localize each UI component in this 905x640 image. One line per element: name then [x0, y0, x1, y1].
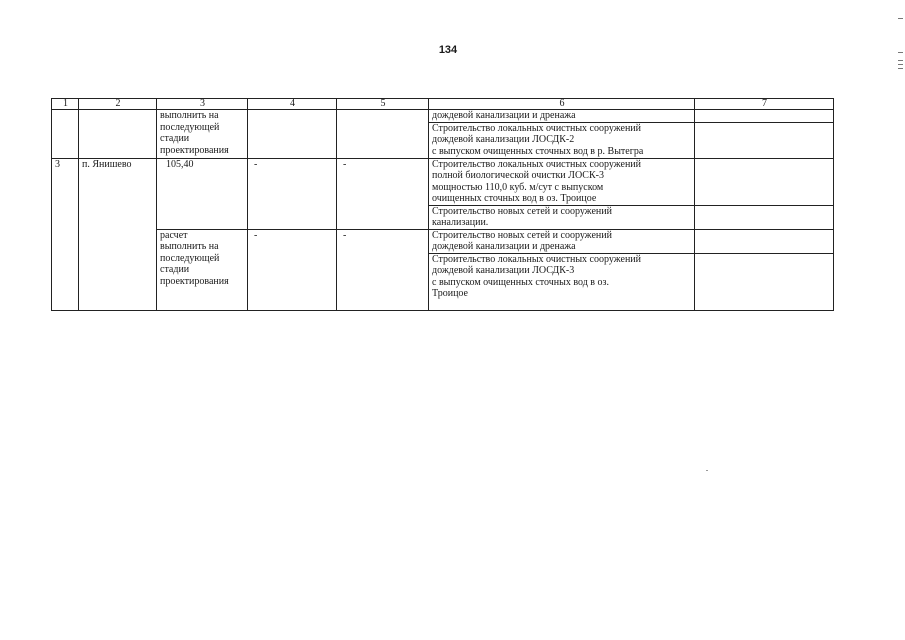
table-row: [52, 229, 834, 253]
cell-text: дождевой канализации и дренажа: [432, 110, 576, 121]
header-cell: 3: [157, 99, 248, 110]
edge-mark: [898, 18, 903, 19]
table-header-row: [52, 99, 834, 110]
header-cell: 2: [79, 99, 157, 110]
table-cell: [429, 110, 695, 123]
table-cell: -: [337, 158, 429, 229]
cell-text: выполнить на последующей стадии проектирования: [160, 110, 229, 156]
table-cell: [695, 205, 834, 229]
header-cell: 7: [695, 99, 834, 110]
table-cell: [695, 229, 834, 253]
edge-mark: [898, 52, 903, 53]
table-cell: [695, 158, 834, 205]
edge-mark: [898, 64, 903, 65]
table-cell: [695, 110, 834, 123]
cell-text: расчет выполнить на последующей стадии проектирования: [160, 229, 229, 287]
table-cell: [695, 253, 834, 310]
table-row: [52, 158, 834, 205]
scan-artifact: [706, 470, 708, 471]
table-cell: -: [248, 229, 337, 310]
table-cell: 3: [52, 158, 79, 310]
edge-mark: [898, 60, 903, 61]
cell-text: 105,40: [166, 158, 194, 170]
cell-text: Строительство локальных очистных сооружений полной биологической очистки ЛОСК-3 мощностью 110,0 куб. м/сут с выпуском очищенных сточных вод в оз. Троицое: [432, 158, 641, 204]
table-cell: [157, 110, 248, 159]
table-cell: [695, 122, 834, 158]
cell-text: Строительство локальных очистных сооружений дождевой канализации ЛОСДК-3 с выпуском очищенных сточных вод в оз. Троицое: [432, 253, 641, 299]
table-cell: -: [337, 229, 429, 310]
table-row: [52, 110, 834, 123]
table-cell: [248, 110, 337, 159]
table-cell: [429, 122, 695, 158]
table-cell: -: [248, 158, 337, 229]
cell-text: Строительство локальных очистных сооружений дождевой канализации ЛОСДК-2 с выпуском очищенных сточных вод в р. Вытегра: [432, 122, 644, 157]
cell-text: Строительство новых сетей и сооружений канализации.: [432, 205, 612, 228]
header-cell: 4: [248, 99, 337, 110]
header-cell: 1: [52, 99, 79, 110]
table-cell: [157, 158, 248, 229]
table-cell: [52, 110, 79, 159]
table-cell: [337, 110, 429, 159]
data-table: [51, 98, 834, 311]
table-cell: [429, 205, 695, 229]
edge-mark: [898, 68, 903, 69]
cell-text: Строительство новых сетей и сооружений дождевой канализации и дренажа: [432, 229, 612, 252]
table-cell: п. Янишево: [79, 158, 157, 310]
header-cell: 6: [429, 99, 695, 110]
table-cell: [157, 229, 248, 310]
table-cell: [429, 253, 695, 310]
header-cell: 5: [337, 99, 429, 110]
table-cell: [429, 229, 695, 253]
page-number: 134: [438, 44, 458, 56]
table-cell: [79, 110, 157, 159]
table-cell: [429, 158, 695, 205]
